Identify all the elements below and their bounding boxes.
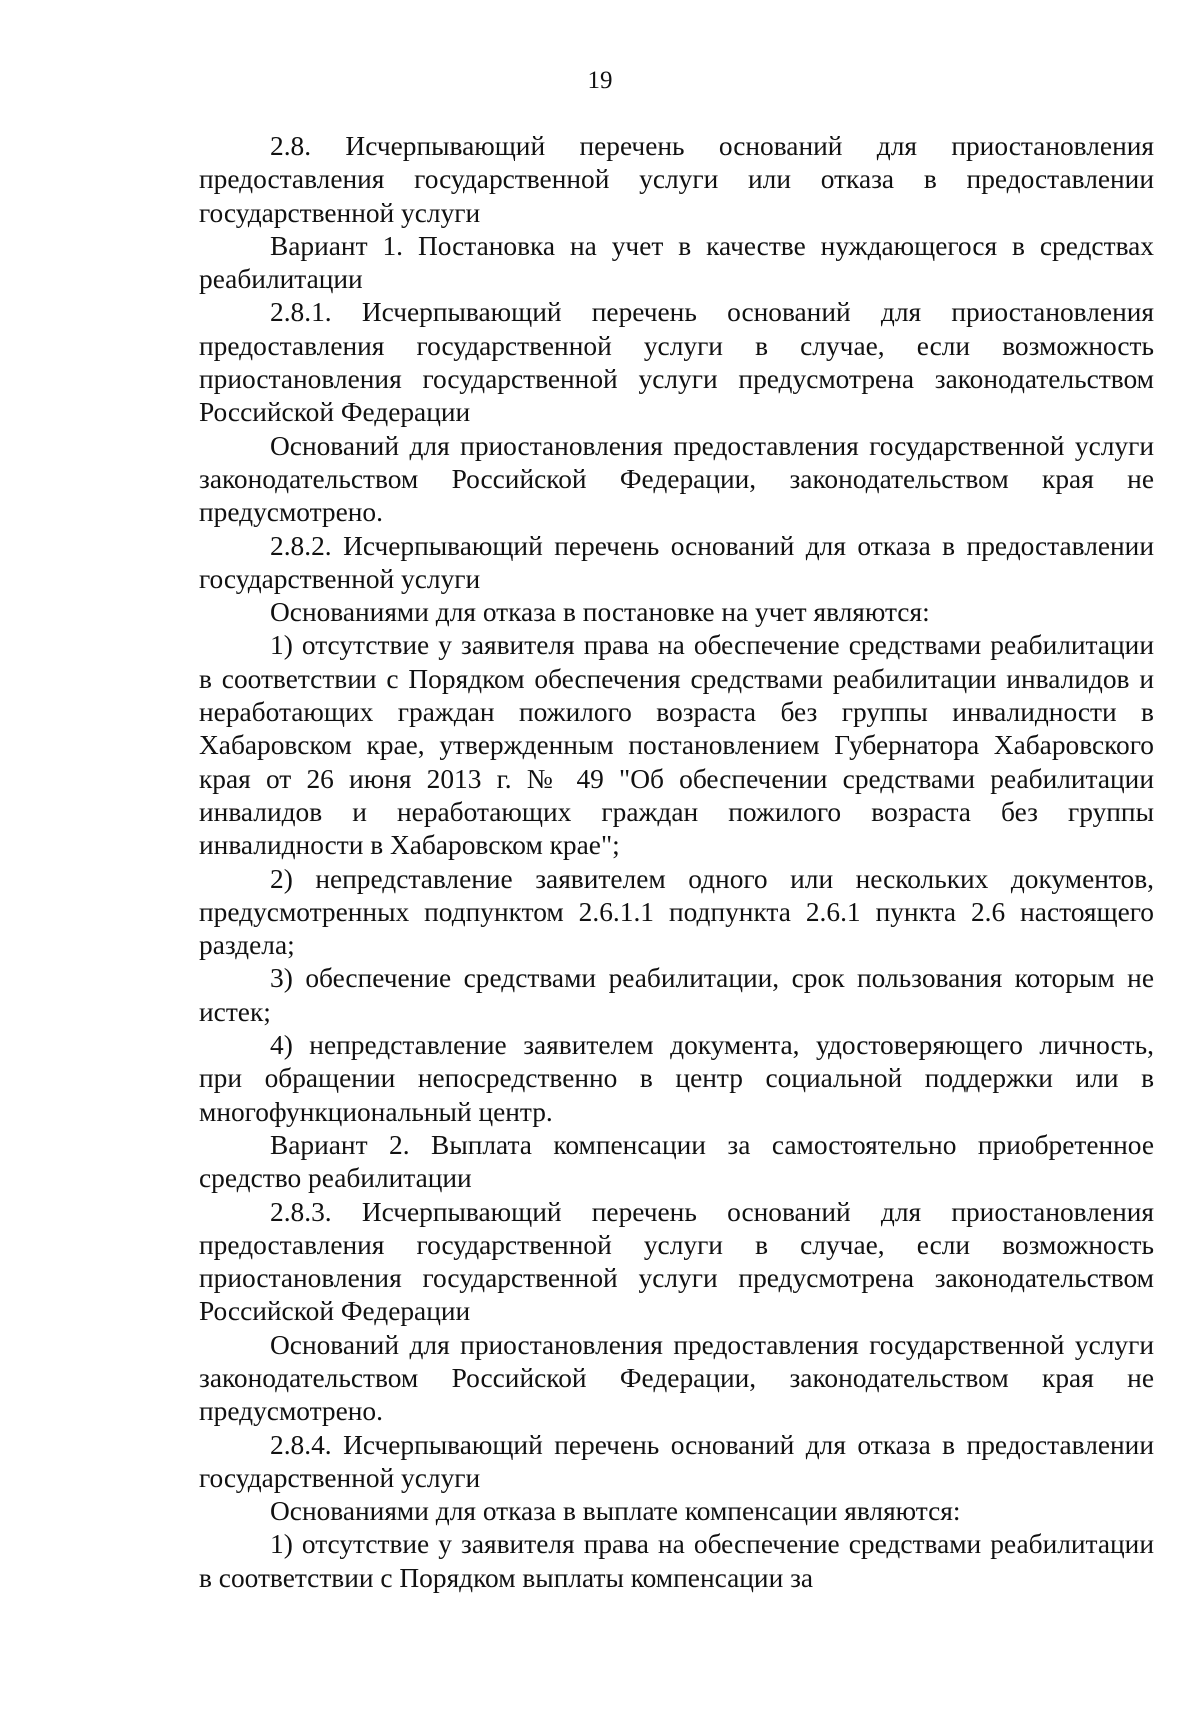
variant-2-heading: Вариант 2. Выплата компенсации за самостоятельно приобретенное средство реабилитации — [199, 1129, 1154, 1194]
paragraph-no-suspension-grounds-1: Оснований для приостановления предоставления государственной услуги законодательством Российской Федерации, законодательством края не предусмотрено. — [199, 430, 1154, 528]
section-heading-2-8-4: 2.8.4. Исчерпывающий перечень оснований для отказа в предоставлении государственной услуги — [199, 1429, 1154, 1493]
section-heading-2-8-1: 2.8.1. Исчерпывающий перечень оснований для приостановления предоставления государственной услуги в случае, если возможность приостановления государственной услуги предусмотрена законодательством Российской Федерации — [199, 297, 1154, 428]
list-item-1-no-right: 1) отсутствие у заявителя права на обеспечение средствами реабилитации в соответствии с Порядком обеспечения средствами реабилитации инвалидов и неработающих граждан пожилого возраста без группы инвалидности в Хабаровском крае, утвержденным постановлением Губернатора Хабаровского края от 26 июня 2013 г. № 49 "Об обеспечении средствами реабилитации инвалидов и неработающих граждан пожилого возраста без группы инвалидности в Хабаровском крае"; — [199, 630, 1154, 861]
list-item-3-term-not-expired: 3) обеспечение средствами реабилитации, срок пользования которым не истек; — [199, 963, 1154, 1027]
paragraph-no-suspension-grounds-2: Оснований для приостановления предоставления государственной услуги законодательством Российской Федерации, законодательством края не предусмотрено. — [199, 1329, 1154, 1427]
variant-1-heading: Вариант 1. Постановка на учет в качестве нуждающегося в средствах реабилитации — [199, 230, 1154, 295]
list-item-1-no-right-compensation: 1) отсутствие у заявителя права на обеспечение средствами реабилитации в соответствии с Порядком выплаты компенсации за — [199, 1529, 1154, 1593]
page-number: 19 — [587, 67, 613, 94]
paragraph-refusal-grounds-intro-1: Основаниями для отказа в постановке на учет являются: — [270, 597, 930, 628]
paragraph-refusal-grounds-intro-2: Основаниями для отказа в выплате компенсации являются: — [270, 1496, 961, 1527]
document-body — [199, 130, 1154, 1595]
section-heading-2-8-3: 2.8.3. Исчерпывающий перечень оснований для приостановления предоставления государственной услуги в случае, если возможность приостановления государственной услуги предусмотрена законодательством Российской Федерации — [199, 1196, 1154, 1327]
list-item-2-missing-documents: 2) непредставление заявителем одного или нескольких документов, предусмотренных подпунктом 2.6.1.1 подпункта 2.6.1 пункта 2.6 настоящего раздела; — [199, 863, 1154, 961]
list-item-4-no-identity-document: 4) непредставление заявителем документа, удостоверяющего личность, при обращении непосредственно в центр социальной поддержки или в многофункциональный центр. — [199, 1030, 1154, 1127]
section-heading-2-8-2: 2.8.2. Исчерпывающий перечень оснований для отказа в предоставлении государственной услуги — [199, 530, 1154, 594]
section-heading-2-8: 2.8. Исчерпывающий перечень оснований для приостановления предоставления государственной услуги или отказа в предоставлении государственной услуги — [199, 131, 1154, 228]
